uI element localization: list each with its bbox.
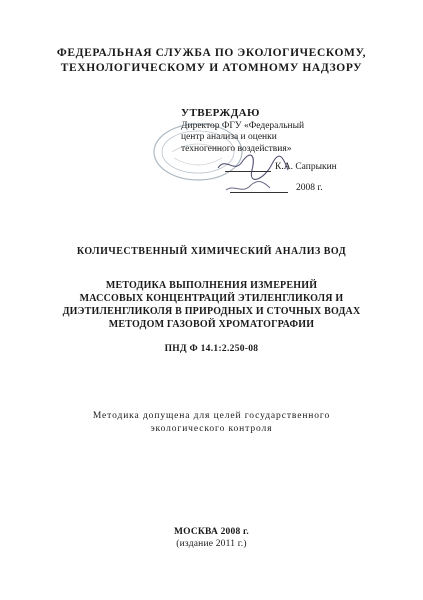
signatory-name: К.А. Сапрыкин (275, 162, 337, 172)
agency-header (30, 46, 393, 76)
method-title-line-4: МЕТОДОМ ГАЗОВОЙ ХРОМАТОГРАФИИ (108, 319, 315, 330)
approval-heading: УТВЕРЖДАЮ (181, 107, 260, 119)
handwritten-signature-icon (212, 150, 292, 198)
method-title-line-3: ДИЭТИЛЕНГЛИКОЛЯ В ПРИРОДНЫХ И СТОЧНЫХ ВОДАХ (62, 306, 361, 317)
method-title-line-2: МАССОВЫХ КОНЦЕНТРАЦИЙ ЭТИЛЕНГЛИКОЛЯ И (79, 293, 344, 304)
approval-position-line-3: техногенного воздействия» (181, 143, 292, 154)
document-code: ПНД Ф 14.1:2.250-08 (164, 344, 259, 354)
agency-line-2: ТЕХНОЛОГИЧЕСКОМУ И АТОМНОМУ НАДЗОРУ (60, 62, 363, 74)
agency-line-1: ФЕДЕРАЛЬНАЯ СЛУЖБА ПО ЭКОЛОГИЧЕСКОМУ, (56, 47, 367, 59)
footer-edition: (издание 2011 г.) (176, 539, 247, 549)
approval-position-line-2: центр анализа и оценки (181, 132, 277, 142)
footer-block (20, 526, 403, 550)
approval-position-line-1: Директор ФГУ «Федеральный (181, 120, 305, 131)
purpose-line-2: экологического контроля (150, 424, 273, 434)
approval-block (181, 108, 381, 155)
method-title-line-1: МЕТОДИКА ВЫПОЛНЕНИЯ ИЗМЕРЕНИЙ (105, 280, 318, 291)
method-title (20, 279, 403, 331)
footer-city-year: МОСКВА 2008 г. (174, 527, 249, 537)
purpose-line-1: Методика допущена для целей государственного (92, 411, 331, 421)
subject-heading: КОЛИЧЕСТВЕННЫЙ ХИМИЧЕСКИЙ АНАЛИЗ ВОД (76, 246, 347, 257)
approval-year: 2008 г. (296, 183, 323, 193)
purpose-statement (20, 410, 403, 436)
